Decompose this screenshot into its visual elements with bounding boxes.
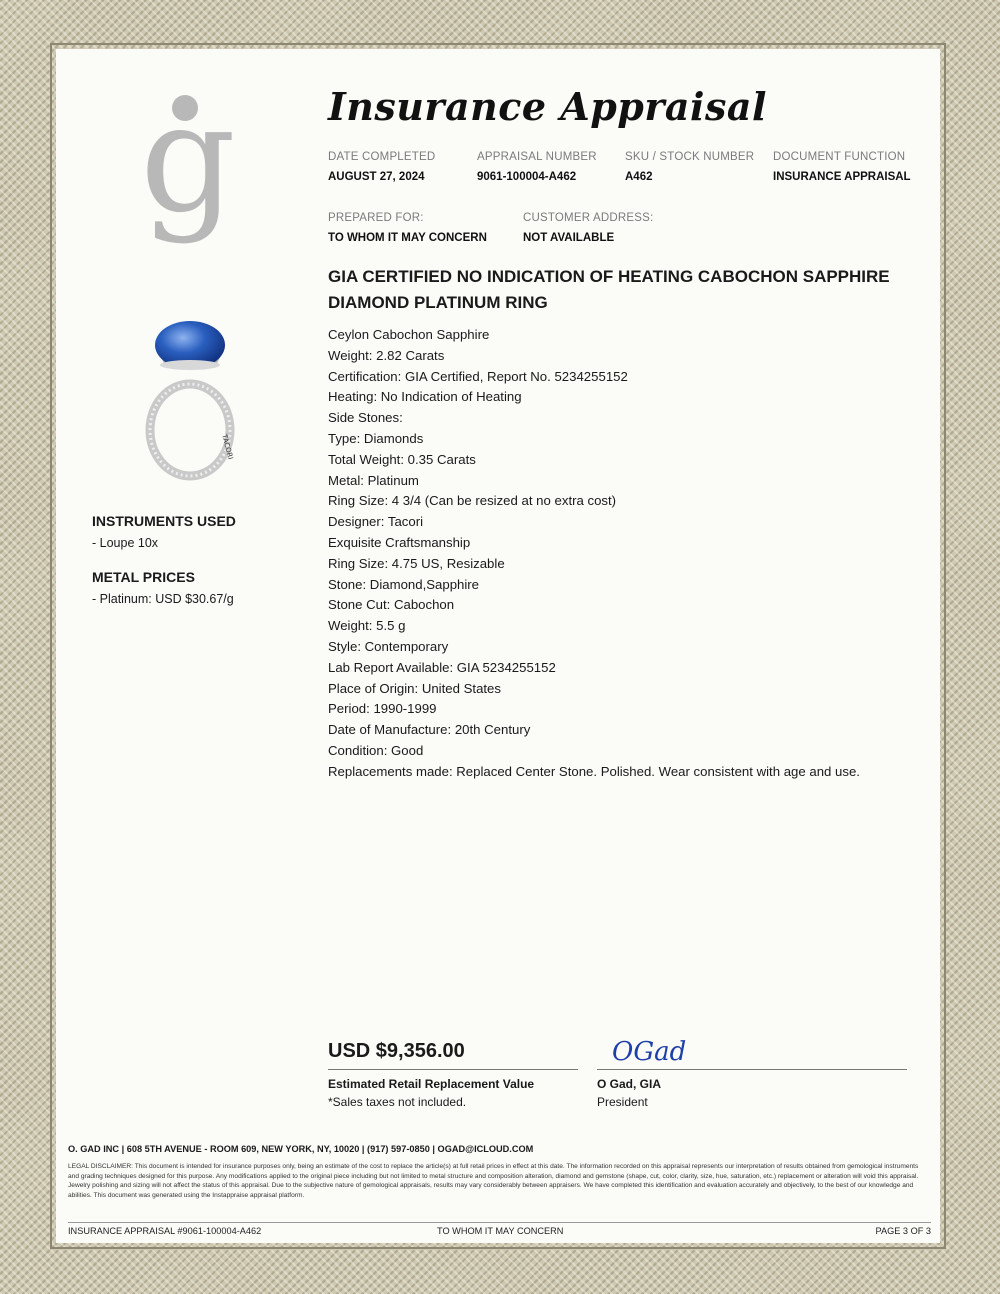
- instruments-section: [92, 513, 236, 550]
- field-label: DOCUMENT FUNCTION: [773, 151, 906, 163]
- signature-script: OGad: [612, 1037, 687, 1067]
- signer-title: President: [597, 1095, 648, 1109]
- tax-note: *Sales taxes not included.: [328, 1095, 467, 1109]
- diamond-gallery: [160, 360, 220, 370]
- signer-name: O Gad, GIA: [597, 1077, 662, 1091]
- instruments-heading: INSTRUMENTS USED: [92, 513, 236, 529]
- detail-line: Condition: Good: [328, 742, 424, 758]
- field-sku: [625, 151, 754, 183]
- detail-line: Weight: 2.82 Carats: [328, 347, 445, 363]
- footer-appraisal-id: INSURANCE APPRAISAL #9061-100004-A462: [68, 1226, 262, 1236]
- value-label: Estimated Retail Replacement Value: [328, 1077, 535, 1091]
- detail-line: Metal: Platinum: [328, 472, 419, 488]
- detail-line: Exquisite Craftsmanship: [328, 534, 471, 550]
- detail-line: Certification: GIA Certified, Report No. 5234255152: [328, 368, 628, 384]
- logo-letter: g: [139, 90, 237, 246]
- detail-line: Total Weight: 0.35 Carats: [328, 451, 476, 467]
- company-logo: [130, 90, 250, 280]
- document-title: Insurance Appraisal: [328, 84, 767, 129]
- detail-line: Style: Contemporary: [328, 638, 449, 654]
- field-label: SKU / STOCK NUMBER: [625, 151, 755, 163]
- appraised-value: USD $9,356.00: [328, 1040, 465, 1062]
- ring-photo: [128, 305, 253, 485]
- detail-line: Designer: Tacori: [328, 514, 424, 530]
- field-label: CUSTOMER ADDRESS:: [523, 212, 654, 224]
- detail-line: Ring Size: 4.75 US, Resizable: [328, 555, 505, 571]
- detail-line: Replacements made: Replaced Center Stone. Polished. Wear consistent with age and use.: [328, 763, 860, 779]
- ring-engraving: TACORI: [220, 433, 235, 461]
- field-prepared-for: [328, 212, 487, 244]
- value-divider: [328, 1069, 578, 1070]
- field-label: APPRAISAL NUMBER: [477, 151, 597, 163]
- field-value: TO WHOM IT MAY CONCERN: [328, 232, 487, 244]
- field-value: INSURANCE APPRAISAL: [773, 171, 911, 183]
- signature-line: [597, 1069, 907, 1070]
- field-value: NOT AVAILABLE: [523, 232, 615, 244]
- detail-line: Side Stones:: [328, 410, 403, 426]
- detail-line: Ceylon Cabochon Sapphire: [328, 327, 490, 342]
- metal-prices-heading: METAL PRICES: [92, 569, 195, 585]
- signature: [608, 1030, 698, 1070]
- detail-line: Date of Manufacture: 20th Century: [328, 722, 531, 738]
- field-date-completed: [328, 151, 435, 183]
- detail-line: Weight: 5.5 g: [328, 618, 406, 634]
- detail-line: Stone: Diamond,Sapphire: [328, 576, 480, 592]
- field-appraisal-number: [477, 151, 597, 183]
- legal-disclaimer: LEGAL DISCLAIMER: This document is intended for insurance purposes only, being an estimate of the cost to replace the article(s) at full retail prices in effect at this date. The information recorded on this appraisal represents our interpretation of results obtained from gemological instruments and grading techniques designed for this purpose. Any modifications applied to the original piece including but not limited to metal structure and composition alteration, diamond and gemstone (shape, cut, color, clarity, size, hue, saturation, etc.) replacement or alteration will void this appraisal. Jewelry polishing and sizing will not affect the status of this appraisal. Due to the subjective nature of gemological appraisals, results may vary considerably between appraisers. We have completed this identification and evaluation accurately and objectively, to the best of our knowledge and abilities. This document was generated using the Instappraise appraisal platform.: [68, 1163, 919, 1199]
- metal-prices-section: [92, 569, 234, 606]
- field-value: AUGUST 27, 2024: [328, 171, 425, 183]
- instrument-item: - Loupe 10x: [92, 536, 159, 550]
- field-value: A462: [625, 171, 653, 183]
- detail-line: Stone Cut: Cabochon: [328, 597, 455, 613]
- detail-line: Type: Diamonds: [328, 430, 424, 446]
- detail-line: Heating: No Indication of Heating: [328, 389, 522, 405]
- metal-price-item: - Platinum: USD $30.67/g: [92, 592, 234, 606]
- field-label: DATE COMPLETED: [328, 151, 436, 163]
- item-details: [328, 325, 860, 783]
- field-value: 9061-100004-A462: [477, 171, 577, 183]
- detail-line: Lab Report Available: GIA 5234255152: [328, 659, 556, 675]
- field-label: PREPARED FOR:: [328, 212, 424, 224]
- detail-line: Period: 1990-1999: [328, 701, 437, 717]
- field-customer-address: [523, 212, 653, 244]
- footer-page-number: PAGE 3 OF 3: [875, 1226, 931, 1236]
- product-title: GIA CERTIFIED NO INDICATION OF HEATING CABOCHON SAPPHIRE DIAMOND PLATINUM RING: [328, 267, 890, 312]
- company-info: O. GAD INC | 608 5TH AVENUE - ROOM 609, NEW YORK, NY, 10020 | (917) 597-0850 | OGAD@ICLOUD.COM: [68, 1144, 534, 1154]
- field-document-function: [773, 151, 911, 183]
- detail-line: Ring Size: 4 3/4 (Can be resized at no extra cost): [328, 493, 617, 509]
- footer-recipient: TO WHOM IT MAY CONCERN: [437, 1226, 564, 1236]
- footer-divider: [68, 1222, 931, 1223]
- detail-line: Place of Origin: United States: [328, 680, 501, 696]
